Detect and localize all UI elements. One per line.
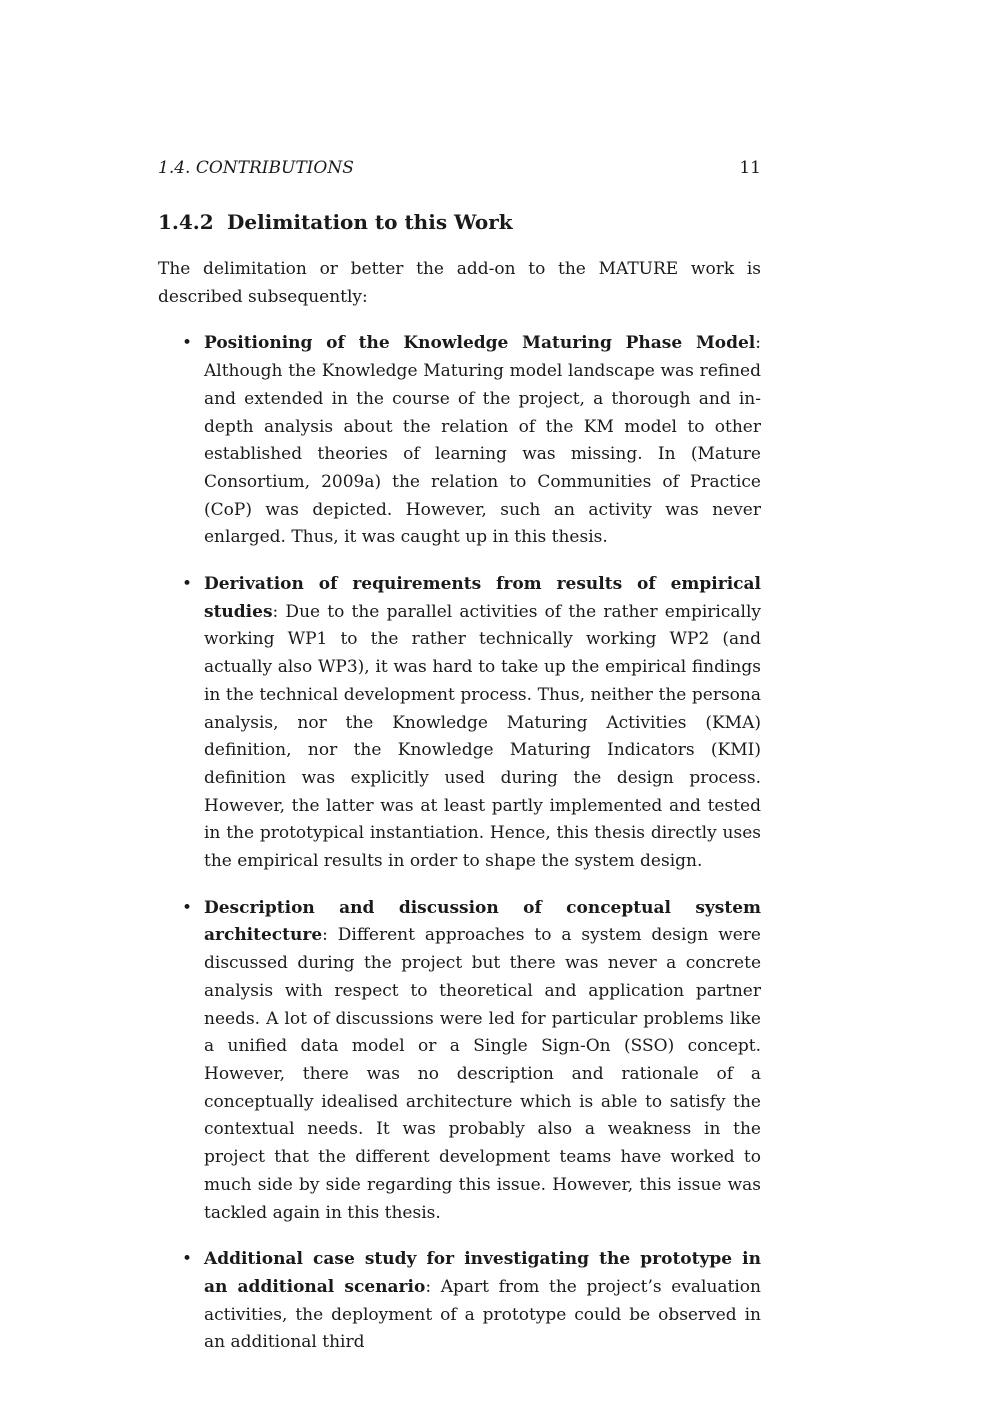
section-number: 1.4.2	[158, 210, 214, 234]
bullet-term: Description and discussion of conceptual system architecture	[204, 897, 761, 946]
bullet-text: : Although the Knowledge Maturing model landscape was refined and extended in the course of the project, a thorough and in-depth analysis about the relation of the KM model to other established theories of learning was missing. In (Mature Consortium, 2009a) the relation to Communities of Practice (CoP) was depicted. However, such an activity was never enlarged. Thus, it was caught up in this thesis.	[204, 333, 761, 548]
bullet-item-derivation	[158, 571, 761, 876]
bullet-icon: •	[182, 333, 193, 354]
running-header-chapter: 1.4. CONTRIBUTIONS	[158, 158, 354, 178]
bullet-item-case-study	[158, 1246, 761, 1357]
page-number: 11	[739, 158, 761, 178]
bullet-icon: •	[182, 1249, 193, 1270]
bullet-text: : Different approaches to a system design were discussed during the project but there was never a concrete analysis with respect to theoretical and application partner needs. A lot of discussions were led for particular problems like a unified data model or a Single Sign-On (SSO) concept. However, there was no description and rationale of a conceptually idealised architecture which is able to satisfy the contextual needs. It was probably also a weakness in the project that the different development teams have worked to much side by side regarding this issue. However, this issue was tackled again in this thesis.	[204, 925, 761, 1223]
section-title: Delimitation to this Work	[227, 210, 513, 234]
bullet-term: Positioning of the Knowledge Maturing Phase Model	[204, 333, 756, 354]
intro-paragraph: The delimitation or better the add-on to the MATURE work is described subsequently:	[158, 259, 761, 307]
page	[158, 158, 761, 1376]
bullet-icon: •	[182, 897, 193, 918]
bullet-text: : Due to the parallel activities of the rather empirically working WP1 to the rather technically working WP2 (and actually also WP3), it was hard to take up the empirical findings in the technical development process. Thus, neither the persona analysis, nor the Knowledge Maturing Activities (KMA) definition, nor the Knowledge Maturing Indicators (KMI) definition was explicitly used during the design process. However, the latter was at least partly implemented and tested in the prototypical instantiation. Hence, this thesis directly uses the empirical results in order to shape the system design.	[204, 601, 761, 872]
bullet-item-architecture	[158, 895, 761, 1227]
bullet-term: Additional case study for investigating the prototype in an additional scenario	[204, 1249, 761, 1297]
bullet-text: : Apart from the project’s evaluation activities, the deployment of a prototype could be observed in an additional third	[204, 1276, 761, 1353]
running-header	[158, 158, 761, 186]
bullet-item-positioning	[158, 330, 761, 552]
bullet-icon: •	[182, 574, 193, 595]
bullet-list	[158, 330, 761, 1357]
section-heading	[158, 208, 761, 236]
bullet-term: Derivation of requirements from results of empirical studies	[204, 574, 761, 622]
